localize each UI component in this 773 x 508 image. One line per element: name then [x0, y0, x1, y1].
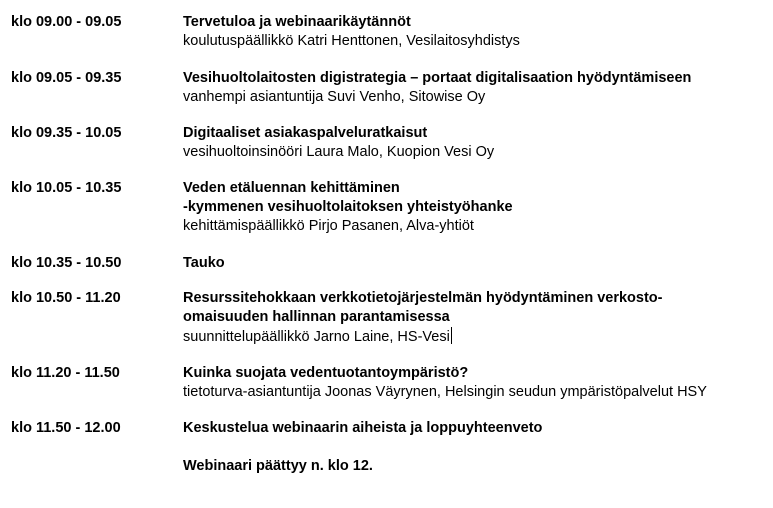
closing-content	[183, 457, 768, 476]
agenda-content	[183, 289, 768, 347]
agenda-time: klo 10.50 - 11.20	[11, 290, 121, 306]
agenda-time: klo 09.35 - 10.05	[11, 125, 122, 141]
agenda-content	[183, 124, 768, 162]
agenda-content	[183, 13, 768, 51]
agenda-title: omaisuuden hallinnan parantamisessa	[183, 309, 450, 325]
agenda-time: klo 11.20 - 11.50	[11, 365, 120, 381]
text-cursor	[451, 327, 452, 344]
agenda-title: Resurssitehokkaan verkkotietojärjestelmän hyödyntäminen verkosto-	[183, 290, 663, 306]
agenda-content	[183, 364, 768, 402]
agenda-time: klo 11.50 - 12.00	[11, 420, 121, 436]
agenda-title: Digitaaliset asiakaspalveluratkaisut	[183, 125, 428, 141]
agenda-time: klo 10.35 - 10.50	[11, 255, 122, 271]
agenda-title: Vesihuoltolaitosten digistrategia – portaat digitalisaation hyödyntämiseen	[183, 70, 692, 86]
agenda-time: klo 09.00 - 09.05	[11, 14, 122, 30]
agenda-title: Tervetuloa ja webinaarikäytännöt	[183, 14, 411, 30]
agenda-speaker: suunnittelupäällikkö Jarno Laine, HS-Vesi	[183, 329, 450, 345]
agenda-title: Keskustelua webinaarin aiheista ja loppuyhteenveto	[183, 420, 543, 436]
agenda-speaker: kehittämispäällikkö Pirjo Pasanen, Alva-yhtiöt	[183, 218, 474, 234]
agenda-content	[183, 254, 768, 273]
agenda-content	[183, 69, 768, 107]
agenda-speaker: koulutuspäällikkö Katri Henttonen, Vesilaitosyhdistys	[183, 33, 520, 49]
agenda-content	[183, 179, 768, 236]
agenda-title: Tauko	[183, 255, 225, 271]
agenda-title: -kymmenen vesihuoltolaitoksen yhteistyöhanke	[183, 199, 513, 215]
agenda-time: klo 09.05 - 09.35	[11, 70, 122, 86]
agenda-speaker: vesihuoltoinsinööri Laura Malo, Kuopion Vesi Oy	[183, 144, 495, 160]
agenda-title: Kuinka suojata vedentuotantoympäristö?	[183, 365, 469, 381]
closing-note: Webinaari päättyy n. klo 12.	[183, 458, 373, 474]
agenda-content	[183, 419, 768, 438]
agenda-speaker-line	[183, 327, 768, 347]
agenda-time: klo 10.05 - 10.35	[11, 180, 122, 196]
agenda-speaker: tietoturva-asiantuntija Joonas Väyrynen, Helsingin seudun ympäristöpalvelut HSY	[183, 384, 707, 400]
agenda-speaker: vanhempi asiantuntija Suvi Venho, Sitowise Oy	[183, 89, 486, 105]
agenda-title: Veden etäluennan kehittäminen	[183, 180, 400, 196]
